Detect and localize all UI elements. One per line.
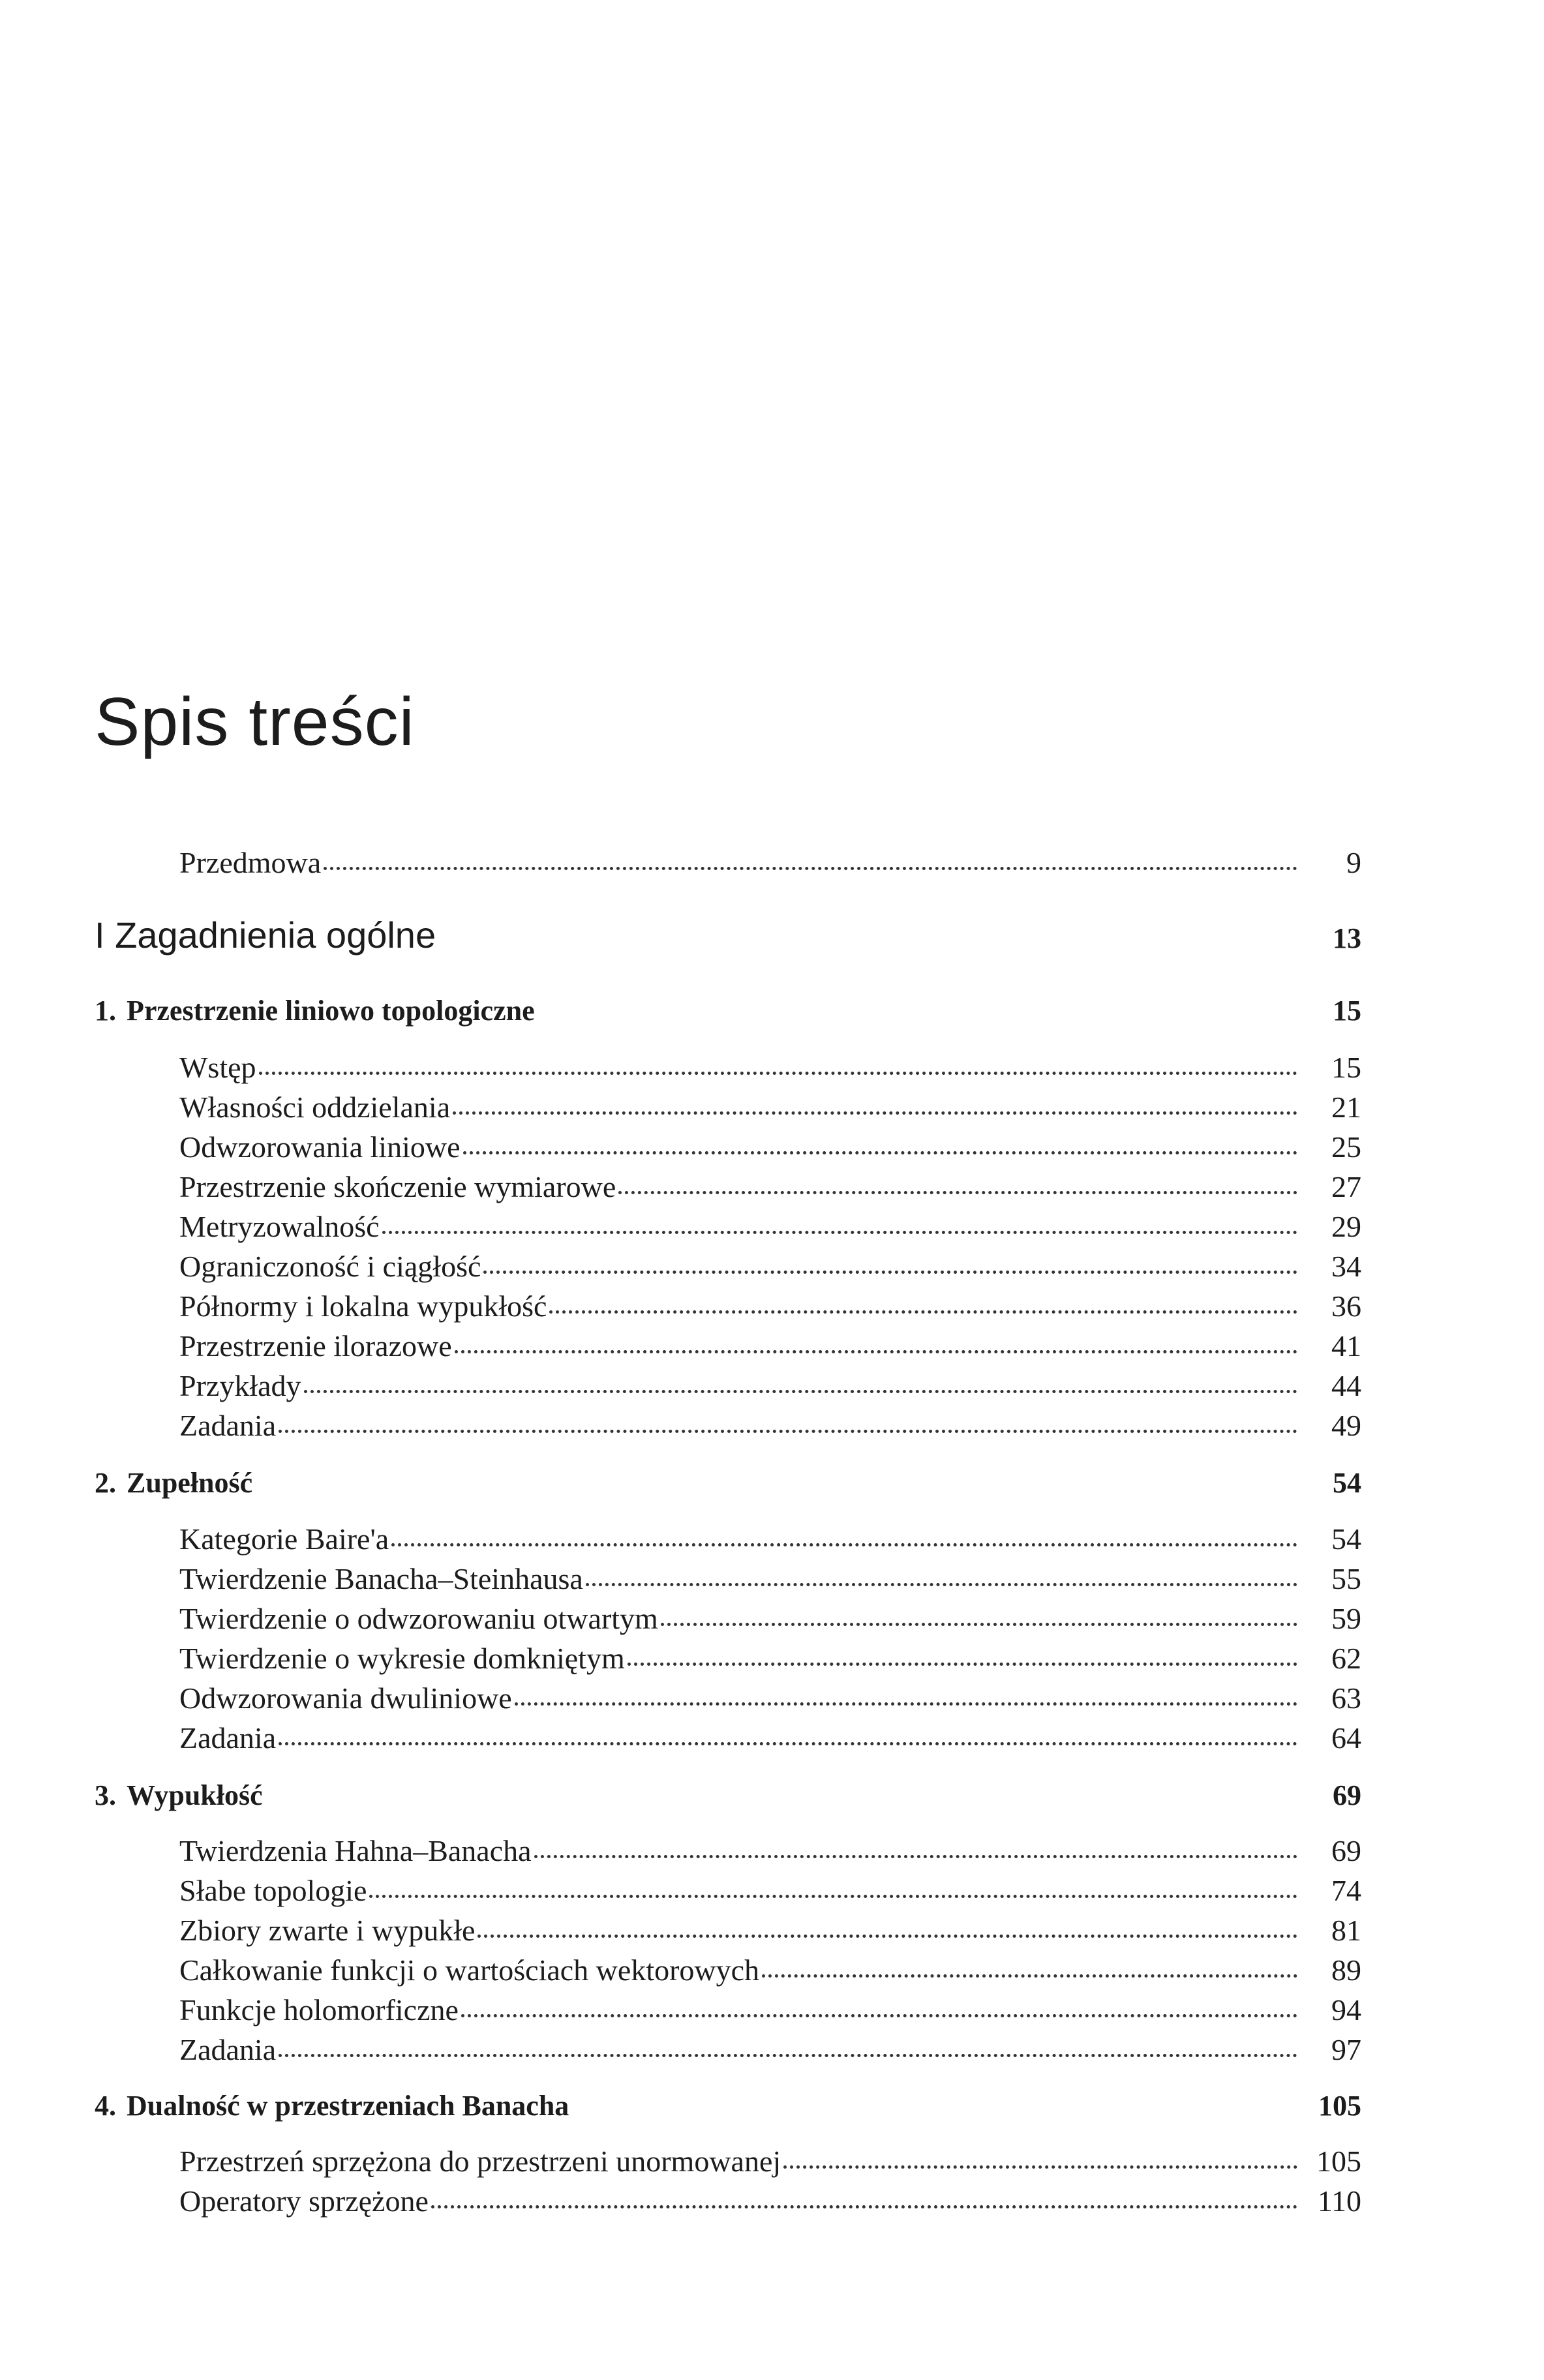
dot-leader <box>618 1191 1297 1194</box>
dot-leader <box>483 1271 1297 1274</box>
toc-entry-label: Przestrzenie skończenie wymiarowe <box>179 1170 616 1203</box>
dot-leader <box>259 1072 1297 1075</box>
toc-chapter-2[interactable] <box>95 1469 1361 1498</box>
toc-chapter-4[interactable] <box>95 2092 1361 2120</box>
toc-entry[interactable] <box>179 1955 1361 1985</box>
toc-entry-page: 105 <box>1316 2145 1361 2178</box>
toc-entry-label: Całkowanie funkcji o wartościach wektorowych <box>179 1953 760 1987</box>
toc-entry-label: Własności oddzielania <box>179 1091 451 1124</box>
toc-entry-page: 62 <box>1331 1642 1361 1675</box>
toc-entry-label: Twierdzenie o odwzorowaniu otwartym <box>179 1602 658 1635</box>
dot-leader <box>431 2205 1297 2208</box>
toc-entry-page: 9 <box>1346 846 1361 879</box>
toc-entry-label: Kategorie Baire'a <box>179 1522 389 1556</box>
toc-entry-label: Metryzowalność <box>179 1210 380 1243</box>
toc-entry-label: Twierdzenie o wykresie domkniętym <box>179 1642 625 1675</box>
part-title: I Zagadnienia ogólne <box>95 914 436 956</box>
dot-leader <box>515 1702 1297 1706</box>
toc-entry-preface[interactable] <box>179 848 1361 878</box>
dot-leader <box>628 1663 1297 1666</box>
toc-entry-page: 27 <box>1331 1170 1361 1203</box>
toc-entry-page: 49 <box>1331 1409 1361 1442</box>
toc-entry-label: Przestrzeń sprzężona do przestrzeni unormowanej <box>179 2145 781 2178</box>
chapter-page: 15 <box>1333 995 1361 1027</box>
toc-entry-page: 94 <box>1331 1993 1361 2026</box>
chapter-title: Przestrzenie liniowo topologiczne <box>127 995 535 1027</box>
chapter-page: 105 <box>1318 2090 1361 2122</box>
dot-leader <box>661 1623 1297 1626</box>
chapter-page: 69 <box>1333 1779 1361 1811</box>
toc-entry-label: Słabe topologie <box>179 1874 367 1907</box>
toc-entry-page: 97 <box>1331 2033 1361 2066</box>
toc-entry-page: 89 <box>1331 1953 1361 1987</box>
toc-entry-label: Odwzorowania dwuliniowe <box>179 1681 512 1715</box>
toc-entry-page: 25 <box>1331 1130 1361 1164</box>
chapter-page: 54 <box>1333 1467 1361 1499</box>
toc-entry-page: 36 <box>1331 1289 1361 1323</box>
toc-entry-page: 15 <box>1331 1051 1361 1084</box>
toc-entry-label: Zadania <box>179 1721 277 1755</box>
dot-leader <box>463 1151 1298 1154</box>
dot-leader <box>549 1310 1297 1314</box>
toc-entry-label: Odwzorowania liniowe <box>179 1130 461 1164</box>
chapter-number: 1. <box>95 995 116 1027</box>
toc-entry-page: 54 <box>1331 1522 1361 1556</box>
toc-entry-label: Przykłady <box>179 1369 301 1402</box>
toc-entry-page: 110 <box>1317 2184 1361 2218</box>
toc-entry-page: 41 <box>1331 1329 1361 1363</box>
toc-chapter-3[interactable] <box>95 1781 1361 1810</box>
toc-entry-page: 63 <box>1331 1681 1361 1715</box>
toc-entry[interactable] <box>179 1836 1361 1866</box>
toc-entry-label: Zadania <box>179 1409 277 1442</box>
toc-entry-label: Funkcje holomorficzne <box>179 1993 459 2026</box>
dot-leader <box>461 2014 1297 2017</box>
toc-entry[interactable] <box>179 1995 1361 2025</box>
dot-leader <box>382 1231 1297 1234</box>
toc-entry-page: 59 <box>1331 1602 1361 1635</box>
toc-entry[interactable] <box>179 1371 1361 1401</box>
dot-leader <box>762 1974 1297 1978</box>
dot-leader <box>783 2165 1297 2169</box>
toc-entry-label: Operatory sprzężone <box>179 2184 429 2218</box>
toc-entry[interactable] <box>179 1723 1361 1753</box>
toc-entry-page: 64 <box>1331 1721 1361 1755</box>
dot-leader <box>455 1350 1297 1353</box>
dot-leader <box>324 867 1297 870</box>
dot-leader <box>477 1935 1297 1938</box>
toc-part-heading[interactable] <box>95 914 1361 956</box>
dot-leader <box>453 1111 1297 1115</box>
toc-entry-label: Wstęp <box>179 1051 256 1084</box>
toc-entry[interactable] <box>179 1331 1361 1361</box>
toc-entry-page: 21 <box>1331 1091 1361 1124</box>
toc-entry[interactable] <box>179 1876 1361 1906</box>
toc-entry-label: Ograniczoność i ciągłość <box>179 1250 481 1283</box>
dot-leader <box>391 1543 1297 1546</box>
chapter-number: 2. <box>95 1467 116 1499</box>
toc-entry[interactable] <box>179 1604 1361 1634</box>
toc-entry-page: 74 <box>1331 1874 1361 1907</box>
toc-entry[interactable] <box>179 2035 1361 2065</box>
toc-entry[interactable] <box>179 1053 1361 1083</box>
part-page: 13 <box>1333 922 1361 954</box>
page-title: Spis treści <box>95 684 415 760</box>
toc-entry[interactable] <box>179 1644 1361 1674</box>
chapter-number: 4. <box>95 2090 116 2122</box>
toc-entry-label: Przedmowa <box>179 846 322 879</box>
toc-entry[interactable] <box>179 1212 1361 1242</box>
dot-leader <box>534 1855 1297 1858</box>
toc-entry-page: 55 <box>1331 1562 1361 1595</box>
chapter-number: 3. <box>95 1779 116 1811</box>
toc-entry[interactable] <box>179 1411 1361 1441</box>
toc-entry[interactable] <box>179 1172 1361 1202</box>
chapter-title: Zupełność <box>127 1467 253 1499</box>
toc-entry-page: 44 <box>1331 1369 1361 1402</box>
toc-entry[interactable] <box>179 1564 1361 1594</box>
toc-entry-page: 69 <box>1331 1834 1361 1867</box>
toc-entry-page: 29 <box>1331 1210 1361 1243</box>
toc-entry[interactable] <box>179 1132 1361 1162</box>
toc-entry-label: Twierdzenie Banacha–Steinhausa <box>179 1562 583 1595</box>
toc-entry[interactable] <box>179 1524 1361 1554</box>
dot-leader <box>304 1390 1297 1393</box>
toc-entry[interactable] <box>179 2147 1361 2177</box>
dot-leader <box>586 1583 1297 1586</box>
toc-entry[interactable] <box>179 1252 1361 1282</box>
toc-entry-page: 81 <box>1331 1914 1361 1947</box>
dot-leader <box>369 1895 1297 1898</box>
chapter-title: Wypukłość <box>127 1779 263 1811</box>
toc-entry[interactable] <box>179 1916 1361 1946</box>
chapter-title: Dualność w przestrzeniach Banacha <box>127 2090 569 2122</box>
dot-leader <box>279 1742 1297 1745</box>
toc-entry[interactable] <box>179 2186 1361 2216</box>
toc-entry[interactable] <box>179 1092 1361 1122</box>
toc-entry[interactable] <box>179 1683 1361 1713</box>
toc-entry-label: Przestrzenie ilorazowe <box>179 1329 452 1363</box>
toc-entry[interactable] <box>179 1291 1361 1321</box>
toc-entry-label: Zbiory zwarte i wypukłe <box>179 1914 476 1947</box>
toc-entry-label: Zadania <box>179 2033 277 2066</box>
toc-entry-label: Twierdzenia Hahna–Banacha <box>179 1834 532 1867</box>
toc-entry-page: 34 <box>1331 1250 1361 1283</box>
toc-chapter-1[interactable] <box>95 997 1361 1025</box>
toc-entry-label: Półnormy i lokalna wypukłość <box>179 1289 547 1323</box>
dot-leader <box>279 2054 1297 2057</box>
dot-leader <box>279 1430 1297 1433</box>
